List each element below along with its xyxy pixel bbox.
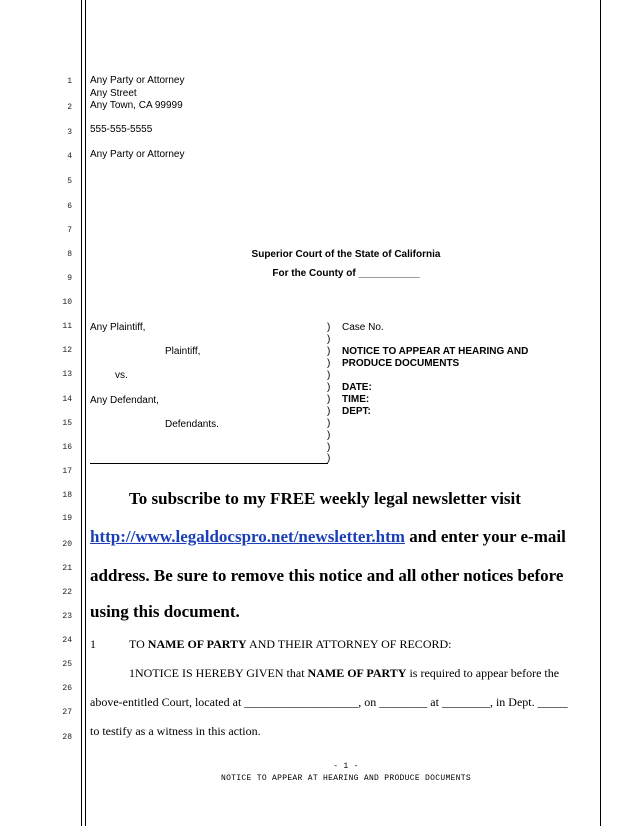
defendant-name: Any Defendant, <box>90 395 159 406</box>
line-number: 15 <box>62 419 72 428</box>
addressee-prefix: TO <box>129 637 148 651</box>
caption-paren: ) <box>327 358 331 369</box>
page-number: - 1 - <box>333 762 359 771</box>
attorney-phone: 555-555-5555 <box>90 124 153 135</box>
caption-paren: ) <box>327 406 331 417</box>
caption-paren: ) <box>327 394 331 405</box>
line-number: 8 <box>67 250 72 259</box>
attorney-street: Any Street <box>90 88 137 99</box>
line-number: 21 <box>62 564 72 573</box>
caption-paren: ) <box>327 370 331 381</box>
party-name-placeholder: NAME OF PARTY <box>307 666 407 680</box>
line-number: 18 <box>62 491 72 500</box>
line-number: 22 <box>62 588 72 597</box>
line-number: 13 <box>62 370 72 379</box>
document-title-line2: PRODUCE DOCUMENTS <box>342 358 460 369</box>
caption-paren: ) <box>327 346 331 357</box>
plaintiff-role: Plaintiff, <box>165 346 201 357</box>
line-number: 4 <box>67 152 72 161</box>
party-name-placeholder: NAME OF PARTY <box>147 637 247 651</box>
right-margin-rule <box>600 0 601 826</box>
paragraph-number: 1 <box>90 637 96 651</box>
versus-label: vs. <box>115 370 128 381</box>
line-number: 20 <box>62 540 72 549</box>
line-number: 23 <box>62 612 72 621</box>
line-number: 7 <box>67 226 72 235</box>
attorney-for: Any Party or Attorney <box>90 149 185 160</box>
caption-paren: ) <box>327 442 331 453</box>
line-number: 12 <box>62 346 72 355</box>
line-number: 25 <box>62 660 72 669</box>
footer-title: NOTICE TO APPEAR AT HEARING AND PRODUCE DOCUMENTS <box>221 774 471 783</box>
notice-paragraph-line <box>129 666 559 680</box>
caption-paren: ) <box>327 418 331 429</box>
line-number: 10 <box>62 298 72 307</box>
line-number: 6 <box>67 202 72 211</box>
line-number: 26 <box>62 684 72 693</box>
notice-line-2 <box>90 527 566 547</box>
caption-paren: ) <box>327 382 331 393</box>
line-number: 16 <box>62 443 72 452</box>
line-number: 27 <box>62 708 72 717</box>
line-number: 28 <box>62 733 72 742</box>
hearing-dept-label: DEPT: <box>342 406 371 417</box>
plaintiff-name: Any Plaintiff, <box>90 322 146 333</box>
notice-prefix: 1NOTICE IS HEREBY GIVEN that <box>129 666 308 680</box>
addressee-line <box>129 637 451 651</box>
line-number: 17 <box>62 467 72 476</box>
line-number: 14 <box>62 395 72 404</box>
court-location-line: above-entitled Court, located at ___________________, on ________ at ________, in Dept. _____ <box>90 695 568 709</box>
caption-paren: ) <box>327 453 331 464</box>
notice-line-4: using this document. <box>90 602 240 621</box>
notice-line-1: To subscribe to my FREE weekly legal newsletter visit <box>129 489 521 508</box>
newsletter-link[interactable]: http://www.legaldocspro.net/newsletter.htm <box>90 527 405 546</box>
case-number-label: Case No. <box>342 322 384 333</box>
defendant-role: Defendants. <box>165 419 219 430</box>
hearing-time-label: TIME: <box>342 394 370 405</box>
caption-paren: ) <box>327 334 331 345</box>
addressee-suffix: AND THEIR ATTORNEY OF RECORD: <box>246 637 452 651</box>
line-number: 9 <box>67 274 72 283</box>
caption-paren: ) <box>327 322 331 333</box>
attorney-city: Any Town, CA 99999 <box>90 100 183 111</box>
court-county: For the County of ___________ <box>272 268 420 279</box>
line-number: 11 <box>62 322 72 331</box>
line-number: 1 <box>67 77 72 86</box>
court-name: Superior Court of the State of California <box>251 249 441 260</box>
line-number: 5 <box>67 177 72 186</box>
left-margin-rule-inner <box>85 0 86 826</box>
document-title-line1: NOTICE TO APPEAR AT HEARING AND <box>342 346 529 357</box>
hearing-date-label: DATE: <box>342 382 372 393</box>
notice-line-2-rest: and enter your e-mail <box>404 527 566 546</box>
notice-suffix: is required to appear before the <box>406 666 560 680</box>
caption-underline <box>90 463 328 464</box>
attorney-name: Any Party or Attorney <box>90 75 185 86</box>
line-number: 3 <box>67 128 72 137</box>
caption-paren: ) <box>327 430 331 441</box>
line-number: 2 <box>67 103 72 112</box>
left-margin-rule-outer <box>81 0 82 826</box>
testify-line: to testify as a witness in this action. <box>90 724 261 738</box>
line-number: 19 <box>62 514 72 523</box>
notice-line-3: address. Be sure to remove this notice and all other notices before <box>90 566 564 585</box>
line-number: 24 <box>62 636 72 645</box>
